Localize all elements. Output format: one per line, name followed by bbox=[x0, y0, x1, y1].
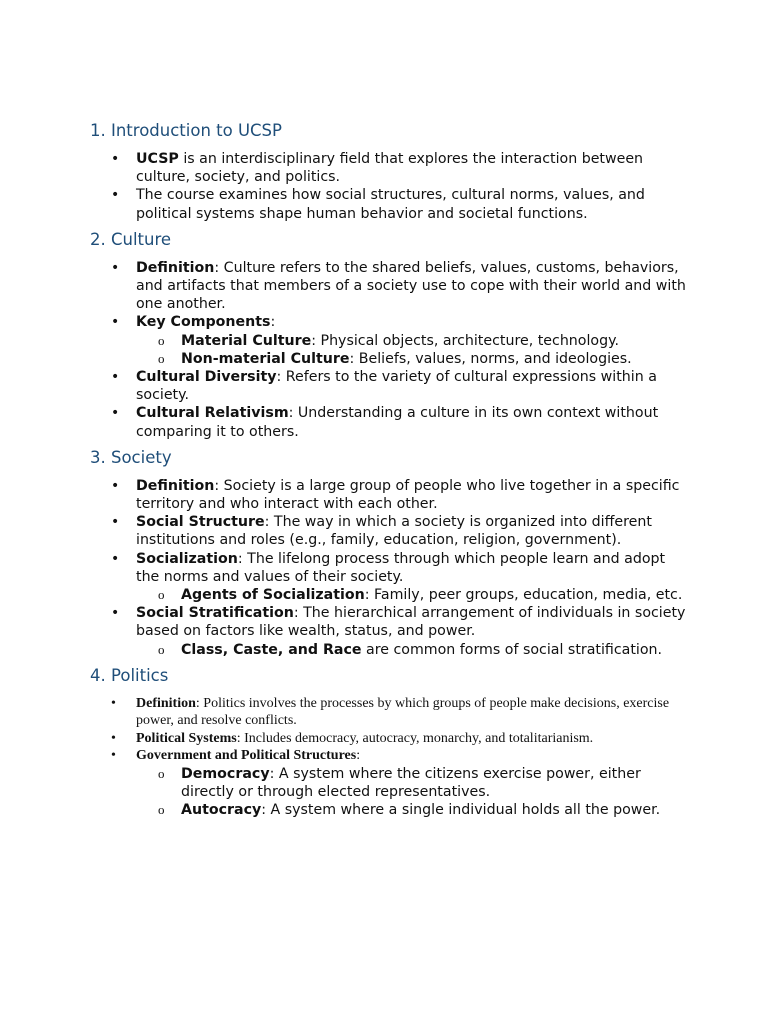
item-term: Social Structure bbox=[136, 514, 265, 531]
item-text: : Beliefs, values, norms, and ideologies. bbox=[349, 350, 632, 367]
item-text: : Physical objects, architecture, technology. bbox=[311, 332, 619, 349]
item-term: UCSP bbox=[136, 151, 179, 167]
item-text: : The way in which a society is organized into different institutions and roles (e.g., family, education, religion, government). bbox=[136, 514, 652, 549]
list-item bbox=[90, 368, 690, 404]
item-text: : A system where the citizens exercise power, either directly or through elected representatives. bbox=[181, 765, 641, 801]
item-term: Democracy bbox=[181, 765, 270, 782]
item-text: : Politics involves the processes by which groups of people make decisions, exercise power, and resolve conflicts. bbox=[136, 695, 670, 729]
list-item bbox=[90, 313, 690, 368]
list-item bbox=[90, 150, 690, 186]
sub-list-item bbox=[136, 641, 690, 659]
item-text: : The lifelong process through which people learn and adopt the norms and values of their society. bbox=[136, 550, 666, 585]
item-text: : bbox=[270, 314, 276, 331]
sub-list-item bbox=[136, 332, 690, 350]
item-term: Cultural Relativism bbox=[136, 405, 289, 422]
list-item bbox=[90, 747, 690, 819]
section-politics bbox=[90, 665, 690, 820]
item-term: Definition bbox=[136, 477, 215, 494]
item-text: : The hierarchical arrangement of individuals in society based on factors like wealth, status, and power. bbox=[136, 605, 686, 640]
sub-list bbox=[136, 641, 690, 659]
item-term: Social Stratification bbox=[136, 605, 294, 622]
item-term: Cultural Diversity bbox=[136, 369, 277, 386]
list-item bbox=[90, 604, 690, 659]
section-culture bbox=[90, 229, 690, 441]
section-heading: 2. Culture bbox=[90, 229, 172, 249]
list-item bbox=[90, 404, 690, 440]
item-text: is an interdisciplinary field that explores the interaction between culture, society, and politics. bbox=[136, 151, 644, 186]
sub-list bbox=[136, 586, 690, 604]
item-term: Government and Political Structures bbox=[136, 748, 357, 764]
sub-list-item bbox=[136, 350, 690, 368]
bullet-list bbox=[90, 695, 690, 820]
item-text: : bbox=[356, 748, 361, 764]
section-introduction bbox=[90, 120, 690, 223]
section-heading: 4. Politics bbox=[90, 665, 169, 685]
item-term: Political Systems bbox=[136, 730, 237, 746]
list-item bbox=[90, 259, 690, 314]
item-term: Key Components bbox=[136, 314, 271, 331]
sub-list-item bbox=[136, 765, 690, 801]
sub-list bbox=[136, 332, 690, 368]
item-term: Definition bbox=[136, 695, 196, 711]
bullet-list bbox=[90, 150, 690, 223]
item-term: Agents of Socialization bbox=[181, 587, 365, 604]
item-text: : A system where a single individual holds all the power. bbox=[261, 802, 661, 819]
bullet-list bbox=[90, 477, 690, 659]
item-text: : Understanding a culture in its own context without comparing it to others. bbox=[136, 405, 659, 440]
item-text: The course examines how social structures, cultural norms, values, and political systems shape human behavior and societal functions. bbox=[136, 187, 645, 222]
list-item bbox=[90, 730, 690, 748]
section-heading: 3. Society bbox=[90, 447, 172, 467]
item-term: Autocracy bbox=[181, 802, 262, 819]
sub-list-item bbox=[136, 586, 690, 604]
bullet-list bbox=[90, 259, 690, 441]
item-term: Non-material Culture bbox=[181, 350, 350, 367]
item-term: Class, Caste, and Race bbox=[181, 641, 362, 658]
sub-list-item bbox=[136, 801, 690, 819]
item-term: Socialization bbox=[136, 550, 238, 567]
item-text: : Society is a large group of people who live together in a specific territory and who interact with each other. bbox=[136, 477, 680, 513]
list-item bbox=[90, 550, 690, 605]
item-term: Material Culture bbox=[181, 332, 312, 349]
item-text: : Family, peer groups, education, media, etc. bbox=[364, 587, 683, 604]
item-term: Definition bbox=[136, 259, 215, 276]
item-text: : Culture refers to the shared beliefs, values, customs, behaviors, and artifacts that members of a society use to cope with their world and with one another. bbox=[136, 259, 686, 313]
list-item bbox=[90, 513, 690, 549]
item-text: : Includes democracy, autocracy, monarchy, and totalitarianism. bbox=[236, 730, 594, 746]
list-item bbox=[90, 186, 690, 222]
item-text: : Refers to the variety of cultural expressions within a society. bbox=[136, 369, 657, 404]
list-item bbox=[90, 695, 690, 730]
sub-list bbox=[136, 765, 690, 820]
section-society bbox=[90, 447, 690, 659]
item-text: are common forms of social stratification. bbox=[361, 641, 663, 658]
section-heading: 1. Introduction to UCSP bbox=[90, 121, 282, 140]
list-item bbox=[90, 477, 690, 513]
document-content bbox=[90, 120, 690, 825]
